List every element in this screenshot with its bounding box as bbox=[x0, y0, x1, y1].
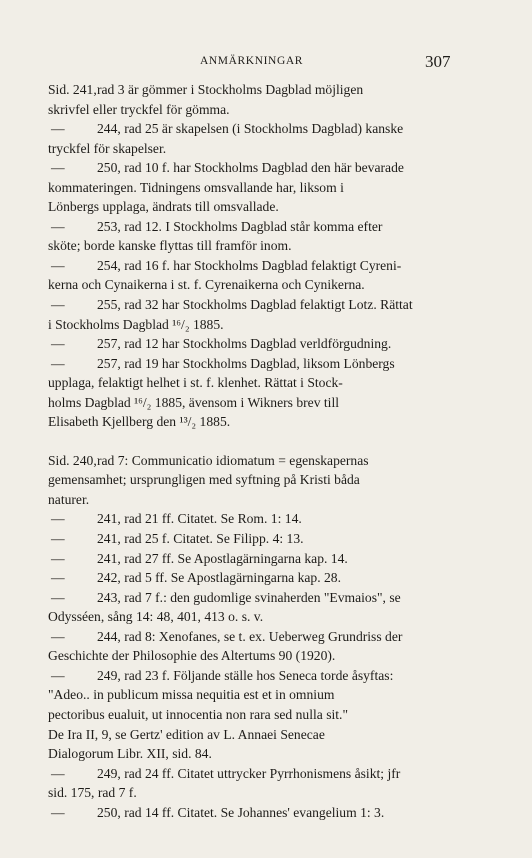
entry-text bbox=[97, 334, 458, 354]
text-line: Elisabeth Kjellberg den ¹³/₂ 1885. bbox=[48, 414, 231, 430]
note-entry bbox=[48, 568, 458, 588]
entry-text bbox=[48, 627, 458, 666]
notes-body bbox=[48, 80, 458, 822]
note-entry bbox=[48, 529, 458, 549]
entry-text bbox=[97, 529, 458, 549]
entry-dash: — bbox=[51, 531, 65, 547]
text-line: 244, rad 8: Xenofanes, se t. ex. Ueberweg Grundriss der bbox=[97, 628, 403, 644]
entry-dash: — bbox=[51, 121, 65, 137]
text-line: 257, rad 12 har Stockholms Dagblad verldförgudning. bbox=[97, 336, 392, 352]
header-title: ANMÄRKNINGAR bbox=[200, 55, 304, 67]
note-entry bbox=[48, 119, 458, 158]
note-entry bbox=[48, 451, 458, 510]
text-line: 241, rad 27 ff. Se Apostlagärningarna kap. 14. bbox=[97, 550, 348, 566]
note-entry bbox=[48, 666, 458, 764]
text-line: Lönbergs upplaga, ändrats till omsvallade. bbox=[48, 199, 279, 215]
note-entry bbox=[48, 354, 458, 432]
running-header bbox=[0, 52, 532, 74]
entry-text bbox=[48, 158, 458, 217]
note-entry bbox=[48, 256, 458, 295]
entry-dash: — bbox=[51, 511, 65, 527]
note-entry bbox=[48, 549, 458, 569]
note-entry bbox=[48, 217, 458, 256]
entry-dash: — bbox=[51, 628, 65, 644]
text-line: skrivfel eller tryckfel för gömma. bbox=[48, 101, 230, 117]
entry-dash: — bbox=[51, 297, 65, 313]
entry-text bbox=[48, 666, 458, 764]
text-line: sid. 175, rad 7 f. bbox=[48, 785, 137, 801]
text-line: holms Dagblad ¹⁶/₂ 1885, ävensom i Wikners brev till bbox=[48, 394, 340, 410]
note-entry bbox=[48, 334, 458, 354]
text-line: 257, rad 19 har Stockholms Dagblad, liksom Lönbergs bbox=[97, 355, 395, 371]
entry-text bbox=[48, 217, 458, 256]
text-line: sköte; borde kanske flyttas till framför inom. bbox=[48, 238, 292, 254]
text-line: kerna och Cynaikerna i st. f. Cyrenaikerna och Cynikerna. bbox=[48, 277, 365, 293]
entry-text bbox=[48, 295, 458, 334]
text-line: i Stockholms Dagblad ¹⁶/₂ 1885. bbox=[48, 316, 224, 332]
text-line: Geschichte der Philosophie des Altertums 90 (1920). bbox=[48, 648, 336, 664]
text-line: De Ira II, 9, se Gertz' edition av L. Annaei Senecae bbox=[48, 726, 325, 742]
text-line: Dialogorum Libr. XII, sid. 84. bbox=[48, 746, 212, 762]
entry-page-reference: Sid. 241, bbox=[48, 82, 97, 97]
entry-text bbox=[48, 354, 458, 432]
entry-text bbox=[97, 549, 458, 569]
text-line: naturer. bbox=[48, 491, 90, 507]
text-line: 241, rad 21 ff. Citatet. Se Rom. 1: 14. bbox=[97, 511, 302, 527]
entry-dash: — bbox=[51, 160, 65, 176]
entry-text bbox=[48, 588, 458, 627]
text-line: 249, rad 23 f. Följande ställe hos Seneca torde åsyftas: bbox=[97, 667, 394, 683]
text-line: 250, rad 14 ff. Citatet. Se Johannes' evangelium 1: 3. bbox=[97, 804, 385, 820]
text-line: 249, rad 24 ff. Citatet uttrycker Pyrrhonismens åsikt; jfr bbox=[97, 765, 401, 781]
note-entry bbox=[48, 295, 458, 334]
entry-text bbox=[97, 568, 458, 588]
text-line: Odysséen, sång 14: 48, 401, 413 o. s. v. bbox=[48, 609, 264, 625]
entry-dash: — bbox=[51, 336, 65, 352]
text-line: tryckfel för skapelser. bbox=[48, 140, 167, 156]
entry-text bbox=[97, 509, 458, 529]
text-line: 250, rad 10 f. har Stockholms Dagblad den här bevarade bbox=[97, 160, 404, 176]
entry-dash: — bbox=[51, 218, 65, 234]
note-entry bbox=[48, 764, 458, 803]
text-line: kommateringen. Tidningens omsvallande har, liksom i bbox=[48, 179, 344, 195]
page-number: 307 bbox=[425, 52, 451, 71]
section-gap bbox=[48, 432, 458, 451]
text-line: 241, rad 25 f. Citatet. Se Filipp. 4: 13. bbox=[97, 531, 304, 547]
text-line: rad 3 är gömmer i Stockholms Dagblad möjligen bbox=[97, 82, 364, 97]
text-line: "Adeo.. in publicum missa nequitia est et in omnium bbox=[48, 687, 335, 703]
entry-text bbox=[48, 119, 458, 158]
entry-text bbox=[97, 803, 458, 823]
entry-page-reference: Sid. 240, bbox=[48, 452, 97, 468]
note-entry bbox=[48, 158, 458, 217]
text-line: 253, rad 12. I Stockholms Dagblad står komma efter bbox=[97, 218, 383, 234]
note-entry bbox=[48, 509, 458, 529]
text-line: gemensamhet; ursprungligen med syftning på Kristi båda bbox=[48, 472, 360, 488]
note-entry bbox=[48, 627, 458, 666]
entry-text bbox=[48, 764, 458, 803]
text-line: 255, rad 32 har Stockholms Dagblad felaktigt Lotz. Rättat bbox=[97, 297, 413, 313]
text-line: 242, rad 5 ff. Se Apostlagärningarna kap. 28. bbox=[97, 570, 342, 586]
note-entry bbox=[48, 803, 458, 823]
entry-dash: — bbox=[51, 765, 65, 781]
text-line: 254, rad 16 f. har Stockholms Dagblad felaktigt Cyreni- bbox=[97, 257, 402, 273]
entry-dash: — bbox=[51, 804, 65, 820]
text-line: pectoribus eualuit, ut innocentia non rara sed nulla sit." bbox=[48, 706, 348, 722]
text-line: 244, rad 25 är skapelsen (i Stockholms Dagblad) kanske bbox=[97, 121, 404, 137]
text-line: upplaga, felaktigt helhet i st. f. klenhet. Rättat i Stock- bbox=[48, 375, 343, 391]
text-line: 243, rad 7 f.: den gudomlige svinaherden "Evmaios", se bbox=[97, 589, 401, 605]
entry-dash: — bbox=[51, 667, 65, 683]
entry-dash: — bbox=[51, 355, 65, 371]
entry-dash: — bbox=[51, 570, 65, 586]
entry-dash: — bbox=[51, 257, 65, 273]
entry-dash: — bbox=[51, 550, 65, 566]
entry-dash: — bbox=[51, 589, 65, 605]
note-entry bbox=[48, 80, 458, 119]
text-line: rad 7: Communicatio idiomatum = egenskapernas bbox=[97, 452, 369, 468]
entry-text bbox=[48, 256, 458, 295]
note-entry bbox=[48, 588, 458, 627]
section-commentary-notes bbox=[48, 451, 458, 822]
section-textual-notes bbox=[48, 80, 458, 432]
